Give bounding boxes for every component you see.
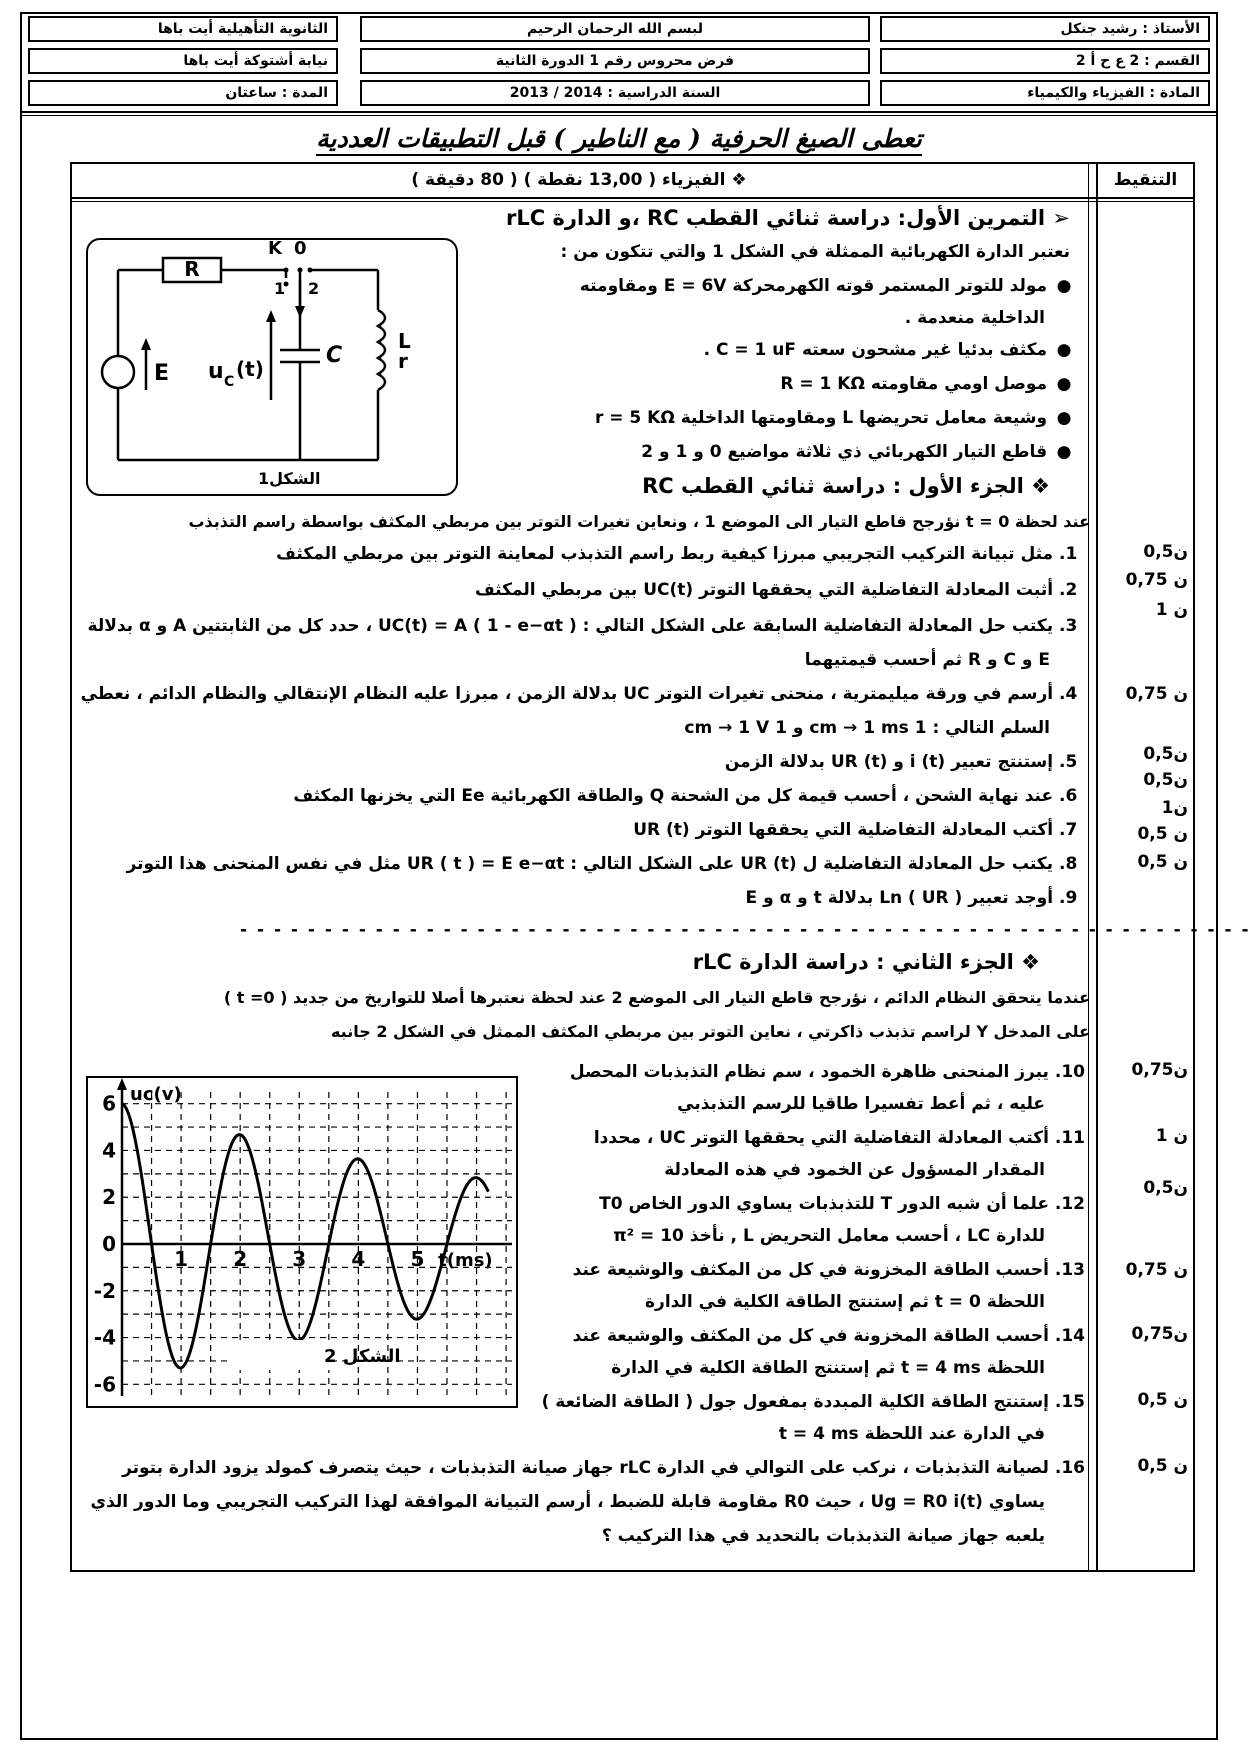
bullet-dot: ● — [1056, 374, 1072, 394]
grading-point: 0,75 ن — [1125, 684, 1188, 704]
question-3 — [88, 614, 1085, 638]
label-k2: 2 — [308, 279, 320, 298]
question-text: عليه ، ثم أعط تفسيرا طاقيا للرسم التذبذبي — [677, 1094, 1045, 1114]
question-13-cont — [645, 1290, 1045, 1314]
physics-header: ❖ الفيزياء ( 13,00 نقطة ) ( 80 دقيقة ) — [411, 170, 747, 190]
school-name: الثانوية التأهيلية أيت باها — [28, 16, 338, 42]
part1-intro: عند لحظة t = 0 نؤرجح قاطع التيار الى الموضع 1 ، ونعاين تغيرات التوتر بين مربطي المكثف بواسطة راسم التذبذب — [188, 512, 1090, 531]
school-year: السنة الدراسية : 2014 / 2013 — [360, 80, 870, 106]
question-text: السلم التالي : 1 cm → 1 ms و 1 cm → 1 V — [684, 718, 1050, 738]
label-uc-t: (t) — [236, 357, 264, 381]
grading-point: 0,5 ن — [1137, 1390, 1188, 1410]
grading-point: 0,5ن — [1143, 1178, 1188, 1198]
question-text: يساوي Ug = R0 i(t) ، حيث R0 مقاومة قابلة للضبط ، أرسم التبيانة الموافقة لهذا التركيب التجريبي وما الدور الذي — [90, 1492, 1045, 1512]
figure1-caption: الشكل1 — [258, 469, 321, 488]
question-15 — [542, 1390, 1085, 1414]
table-header-divider-thin — [70, 201, 1195, 202]
question-text: للدارة LC ، أحسب معامل التحريض L , نأخذ π² = 10 — [613, 1226, 1045, 1246]
header-divider-thin — [20, 115, 1218, 116]
question-text: مثل تبيانة التركيب التجريبي مبرزا كيفية ربط راسم التذبذب لمعاينة التوتر بين مربطي المكثف — [276, 544, 1054, 564]
question-text: في الدارة عند اللحظة t = 4 ms — [778, 1424, 1045, 1444]
question-text: اللحظة t = 0 ثم إستنتج الطاقة الكلية في الدارة — [645, 1292, 1045, 1312]
header-row-2 — [20, 44, 1218, 78]
question-number: 13. — [1054, 1260, 1085, 1280]
question-number: 12. — [1054, 1194, 1085, 1214]
exercise1-title: ➢ التمرين الأول: دراسة ثنائي القطب RC ،و الدارة rLC — [506, 206, 1070, 230]
label-k1: 1 — [274, 279, 286, 298]
grading-point: 1 ن — [1155, 600, 1188, 620]
question-text: يكتب حل المعادلة التفاضلية ل UR (t) على الشكل التالي : UR ( t ) = E e−αt مثل في نفس المنحنى هذا التوتر — [126, 854, 1054, 874]
grading-point: 0,5 ن — [1137, 1456, 1188, 1476]
question-16-cont — [91, 1490, 1045, 1514]
bullet-dot: ● — [1056, 442, 1072, 462]
question-text: E و C و R ثم أحسب قيمتيهما — [804, 650, 1050, 670]
y-axis-arrow — [117, 1078, 127, 1090]
question-text: يبرز المنحنى ظاهرة الخمود ، سم نظام التذبذبات المحصل — [569, 1062, 1049, 1082]
bullet-text: مولد للتوتر المستمر قوته الكهرمحركة E = 6V ومقاومته — [579, 276, 1048, 296]
question-number: 11. — [1054, 1128, 1085, 1148]
label-E: E — [154, 361, 170, 386]
figure2-caption: الشكل 2 — [324, 1346, 401, 1367]
question-text: أحسب الطاقة المخزونة في كل من المكثف والوشيعة عند — [572, 1326, 1049, 1346]
circuit-diagram — [88, 240, 456, 494]
question-number: 1. — [1059, 544, 1078, 564]
bullet-dot: ● — [1056, 340, 1072, 360]
question-8 — [127, 852, 1085, 876]
exam-duration: المدة : ساعتان — [28, 80, 338, 106]
chart-x-label: t(ms) — [438, 1250, 493, 1271]
grading-point: 0,5ن — [1143, 542, 1188, 562]
question-number: 10. — [1054, 1062, 1085, 1082]
page-title-text: تعطى الصيغ الحرفية ( مع الناطير ) قبل التطبيقات العددية — [316, 124, 922, 156]
bullet-switch — [641, 440, 1075, 464]
label-k0: 0 — [294, 238, 307, 259]
question-text: أرسم في ورقة ميليمترية ، منحنى تغيرات التوتر UC بدلالة الزمن ، مبرزا عليه النظام الإنتقالي والنظام الدائم ، نعطي — [80, 684, 1054, 704]
label-uc-sub: C — [224, 374, 235, 390]
exam-name: فرض محروس رقم 1 الدورة الثانية — [360, 48, 870, 74]
question-10 — [570, 1060, 1085, 1084]
y-tick-label: 4 — [102, 1138, 116, 1163]
question-text: أوجد تعبير Ln ( UR ) بدلالة t و α و E — [745, 888, 1054, 908]
question-text: عند نهاية الشحن ، أحسب قيمة كل من الشحنة Q والطاقة الكهربائية Ee التي يخزنها المكثف — [293, 786, 1054, 806]
question-10-cont — [677, 1092, 1045, 1116]
dashed-separator: - - - - - - - - - - - - - - - - - - - - - - - - - - - - - - - - - - - - - - - - - - - - - - - - - - - - - - - - - - - - — [240, 920, 1251, 940]
question-16 — [122, 1456, 1085, 1480]
question-text: أكتب المعادلة التفاضلية التي يحققها التوتر UC ، محددا — [593, 1128, 1049, 1148]
table-header-divider — [70, 197, 1195, 199]
question-number: 8. — [1059, 854, 1078, 874]
bullet-text: وشيعة معامل تحريضها L ومقاومتها الداخلية r = 5 KΩ — [594, 408, 1048, 428]
question-12-cont — [613, 1224, 1045, 1248]
question-number: 6. — [1059, 786, 1078, 806]
uc-curve — [122, 1104, 488, 1368]
grading-point: 0,75 ن — [1125, 570, 1188, 590]
question-text: علما أن شبه الدور T للتذبذبات يساوي الدور الخاص T0 — [599, 1194, 1049, 1214]
question-number: 16. — [1054, 1458, 1085, 1478]
question-2 — [475, 578, 1085, 602]
question-number: 3. — [1059, 616, 1078, 636]
grading-column-divider — [1096, 162, 1098, 1572]
bullet-resistor — [780, 372, 1075, 396]
x-tick-label: 3 — [292, 1247, 307, 1271]
label-K: K — [268, 238, 282, 259]
page-title — [20, 124, 1218, 153]
bullet-coil — [595, 406, 1075, 430]
question-9 — [746, 886, 1085, 910]
y-tick-label: 6 — [102, 1091, 116, 1116]
grading-point: 0,5 ن — [1137, 824, 1188, 844]
question-number: 15. — [1054, 1392, 1085, 1412]
question-text: أكتب المعادلة التفاضلية التي يحققها التوتر UR (t) — [633, 820, 1054, 840]
question-number: 14. — [1054, 1326, 1085, 1346]
bullet-text: موصل اومي مقاومته R = 1 KΩ — [780, 374, 1048, 394]
coil-L — [378, 310, 385, 390]
label-uc: u — [208, 359, 224, 384]
question-7 — [633, 818, 1085, 842]
chart-y-label: uc(v) — [130, 1084, 182, 1105]
y-tick-label: 0 — [102, 1232, 116, 1256]
label-r: r — [398, 349, 408, 373]
grading-point: 1ن — [1161, 798, 1188, 818]
class-name: القسم : 2 ع ح أ 2 — [880, 48, 1210, 74]
question-text: يلعبه جهاز صيانة التذبذبات بالتحديد في هذا التركيب ؟ — [601, 1526, 1045, 1546]
question-text: لصيانة التذبذبات ، نركب على التوالي في الدارة rLC جهاز صيانة التذبذبات ، حيث يتصرف كمولد يزود الدارة بتوتر — [122, 1458, 1049, 1478]
bullet-capacitor — [704, 338, 1075, 362]
question-text: المقدار المسؤول عن الخمود في هذه المعادلة — [664, 1160, 1045, 1180]
y-tick-label: 2 — [102, 1185, 116, 1210]
part2-intro-1: عندما يتحقق النظام الدائم ، نؤرجح قاطع التيار الى الموضع 2 عند لحظة نعتبرها أصلا للتواريخ من جديد ( t =0 ) — [223, 988, 1090, 1007]
grading-point: 0,5ن — [1143, 770, 1188, 790]
grading-header: التنقيط — [1113, 170, 1178, 190]
question-number: 2. — [1059, 580, 1078, 600]
grading-point: 0,75 ن — [1125, 1260, 1188, 1280]
question-6 — [293, 784, 1085, 808]
grading-column-divider-thin — [1088, 162, 1089, 1572]
question-number: 5. — [1059, 752, 1078, 772]
grading-point: 0,5ن — [1143, 744, 1188, 764]
grading-point: 0,5 ن — [1137, 852, 1188, 872]
x-tick-label: 4 — [351, 1247, 366, 1271]
bullet-dot: ● — [1056, 276, 1072, 296]
question-11-cont — [664, 1158, 1045, 1182]
x-tick-label: 1 — [174, 1247, 189, 1271]
caption-background — [230, 1340, 330, 1370]
question-number: 4. — [1059, 684, 1078, 704]
y-tick-label: -6 — [93, 1372, 116, 1397]
directorate-name: نيابة أشتوكة أيت باها — [28, 48, 338, 74]
x-tick-label: 2 — [233, 1247, 248, 1271]
question-5 — [725, 750, 1085, 774]
oscillation-chart — [88, 1078, 516, 1406]
label-C: C — [326, 343, 343, 368]
header-row-1 — [20, 12, 1218, 46]
exercise1-intro: نعتبر الدارة الكهربائية الممثلة في الشكل 1 والتي تتكون من : — [560, 242, 1070, 262]
figure2-graph — [86, 1076, 518, 1408]
bullet-generator — [580, 274, 1075, 298]
question-4-cont — [684, 716, 1050, 740]
part1-title: ❖ الجزء الأول : دراسة ثنائي القطب RC — [642, 474, 1050, 498]
grading-point: 0,75ن — [1131, 1060, 1188, 1080]
question-text: إستنتج الطاقة الكلية المبددة بمفعول جول ( الطاقة الضائعة ) — [541, 1392, 1049, 1412]
question-1 — [276, 542, 1085, 566]
bullet-text: مكثف بدئيا غير مشحون سعته C = 1 uF . — [703, 340, 1048, 360]
bullet-dot: ● — [1056, 408, 1072, 428]
y-tick-label: -2 — [93, 1278, 116, 1303]
header-row-3 — [20, 76, 1218, 110]
label-R: R — [184, 257, 200, 281]
question-text: يكتب حل المعادلة التفاضلية السابقة على الشكل التالي : ( UC(t) = A ( 1 - e−αt ، حدد كل من الثابتتين A و α بدلالة — [87, 616, 1054, 636]
part2-title: ❖ الجزء الثاني : دراسة الدارة rLC — [692, 950, 1040, 974]
question-3-cont — [805, 648, 1050, 672]
question-number: 9. — [1059, 888, 1078, 908]
question-14-cont — [611, 1356, 1045, 1380]
basmala: لبسم الله الرحمان الرحيم — [360, 16, 870, 42]
bullet-text: قاطع التيار الكهربائي ذي ثلاثة مواضيع 0 و 1 و 2 — [641, 442, 1048, 462]
subject-name: المادة : الفيزياء والكيمياء — [880, 80, 1210, 106]
generator-E — [102, 356, 134, 388]
question-12 — [599, 1192, 1085, 1216]
header-divider — [20, 111, 1218, 113]
question-text: اللحظة t = 4 ms ثم إستنتج الطاقة الكلية في الدارة — [611, 1358, 1045, 1378]
grading-point: 0,75ن — [1131, 1324, 1188, 1344]
question-text: أثبت المعادلة التفاضلية التي يحققها التوتر UC(t) بين مربطي المكثف — [474, 580, 1054, 600]
teacher-name: الأستاذ : رشيد جنكل — [880, 16, 1210, 42]
question-text: أحسب الطاقة المخزونة في كل من المكثف والوشيعة عند — [572, 1260, 1049, 1280]
part2-intro-2: على المدخل Y لراسم تذبذب ذاكرتي ، نعاين التوتر بين مربطي المكثف الممثل في الشكل 2 جانبه — [330, 1022, 1090, 1041]
y-tick-label: -4 — [93, 1325, 116, 1350]
question-text: إستنتج تعبير i (t) و UR (t) بدلالة الزمن — [724, 752, 1054, 772]
label-L: L — [398, 329, 411, 353]
question-number: 7. — [1059, 820, 1078, 840]
x-tick-label: 5 — [410, 1247, 425, 1271]
question-4 — [81, 682, 1085, 706]
question-16-cont — [602, 1524, 1045, 1548]
bullet-generator-cont: الداخلية منعدمة . — [904, 308, 1045, 328]
question-13 — [573, 1258, 1085, 1282]
question-15-cont — [779, 1422, 1045, 1446]
question-11 — [594, 1126, 1085, 1150]
grading-point: 1 ن — [1155, 1126, 1188, 1146]
figure1-circuit — [86, 238, 458, 496]
question-14 — [573, 1324, 1085, 1348]
